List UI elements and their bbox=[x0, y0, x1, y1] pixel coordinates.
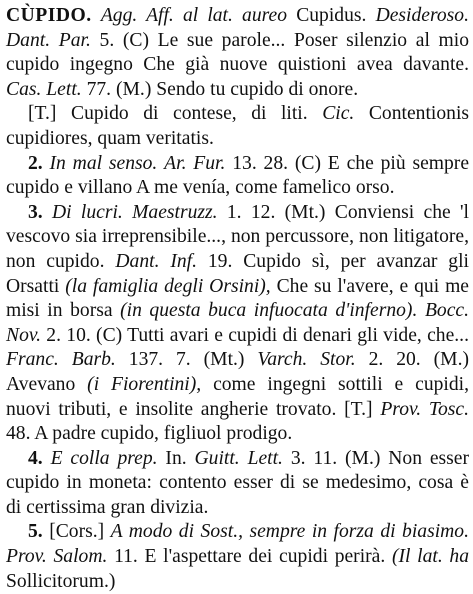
citation-text: 5. (C) Le sue parole... Poser silenzio al mio cupido ingegno Che già nuove quistioni avea davante. bbox=[6, 29, 470, 76]
etym-word: aureo bbox=[242, 5, 288, 26]
sense-number: 5. bbox=[28, 521, 43, 543]
sense-2 bbox=[6, 152, 469, 201]
citation-text: 3. 11. (M.) Non esser cupido in moneta: contento esser di se medesimo, cosa è di certissima gran divizia. bbox=[6, 447, 470, 518]
citation-text: 48. A padre cupido, figliuol prodigo. bbox=[6, 423, 293, 445]
citation-text: 2. 20. (M.) Avevano bbox=[6, 349, 470, 395]
citation-source: Ar. Fur. bbox=[164, 152, 226, 174]
sense-label: In mal senso. bbox=[49, 152, 158, 174]
citation-source: Franc. Barb. bbox=[6, 349, 116, 371]
citation-text: come ingegni sottili e cupidi, nuovi tributi, e insolite angherie trovato. bbox=[6, 373, 469, 420]
etym-latin: Cupidus. bbox=[296, 5, 367, 26]
citation-source: Dant. Par. bbox=[6, 29, 91, 51]
citation-source: Guitt. Lett. bbox=[194, 447, 283, 469]
gloss: (in questa buca infuocata d'inferno). bbox=[120, 300, 418, 322]
gloss: Desideroso. bbox=[375, 5, 469, 26]
citation-text: 19. Cupido sì, per avanzar gli Orsatti bbox=[6, 250, 469, 297]
citation-source: Varch. Stor. bbox=[257, 349, 356, 371]
grammar-note: Agg. Aff. al lat. bbox=[100, 5, 233, 26]
sense-label: Di lucri. bbox=[52, 201, 123, 223]
sense-5 bbox=[6, 520, 469, 594]
sense-3 bbox=[6, 201, 469, 447]
sense-number: 2. bbox=[28, 152, 43, 174]
citation-source: Prov. Salom. bbox=[6, 546, 108, 568]
note-end: Sollicitorum.) bbox=[6, 570, 116, 592]
citation-text: 2. 10. (C) Tutti avari e cupidi di denari gli vide, che... bbox=[46, 324, 469, 346]
citation-text: Che su l'avere, e qui me misi in borsa bbox=[6, 275, 470, 322]
note: (Il lat. ha bbox=[391, 546, 469, 568]
citation-text: 13. 28. (C) E che più sempre cupido e villano A me venía, come famelico orso. bbox=[6, 152, 470, 199]
gloss: (i Fiorentini), bbox=[87, 373, 202, 395]
citation-text: 137. 7. (Mt.) bbox=[128, 349, 245, 371]
t-tag: [T.] bbox=[28, 103, 57, 125]
t-section bbox=[6, 102, 469, 151]
sense-label: A modo di Sost., sempre in forza di biasimo. bbox=[110, 521, 469, 543]
t-tag: [T.] bbox=[344, 398, 373, 420]
sense-4 bbox=[6, 447, 469, 521]
citation-source: Maestruzz. bbox=[132, 201, 218, 223]
citation-source: Dant. Inf. bbox=[115, 250, 197, 272]
citation-text: 77. (M.) Sendo tu cupido di onore. bbox=[86, 78, 359, 100]
gloss: (la famiglia degli Orsini), bbox=[65, 275, 271, 297]
headword: CÙPIDO. bbox=[6, 5, 92, 26]
sense-label: E colla prep. bbox=[50, 447, 158, 469]
cors-tag: [Cors.] bbox=[49, 521, 105, 543]
citation-text: 11. E l'aspettare dei cupidi perirà. bbox=[114, 546, 386, 568]
sense-number: 4. bbox=[28, 447, 43, 469]
sense-number: 3. bbox=[28, 201, 43, 223]
latin-text: Contentionis cupidiores, quam veritatis. bbox=[6, 103, 470, 149]
entry-definition bbox=[6, 4, 469, 102]
citation-text: 1. 12. (Mt.) Conviensi che 'l vescovo sia irreprensibile..., non percussore, non litigatore, non cupido. bbox=[6, 201, 469, 272]
citation-source: Cic. bbox=[322, 103, 355, 125]
citation-source: Prov. Tosc. bbox=[380, 398, 469, 420]
citation-source: Cas. Lett. bbox=[6, 78, 82, 100]
citation-source: Bocc. Nov. bbox=[6, 300, 469, 346]
t-text: Cupido di contese, di liti. bbox=[71, 103, 308, 125]
prep-word: In. bbox=[165, 447, 187, 469]
